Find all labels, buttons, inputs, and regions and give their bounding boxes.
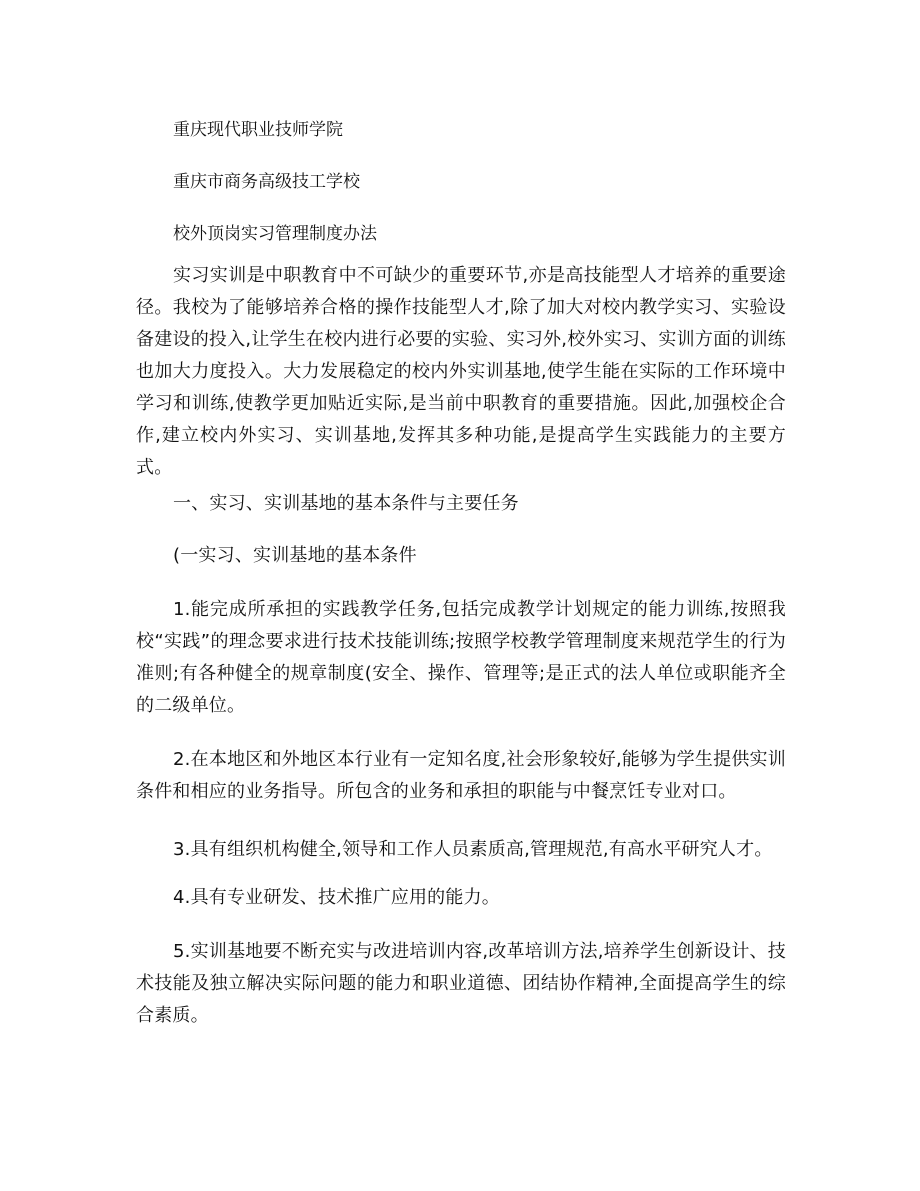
condition-item-4: 4.具有专业研发、技术推广应用的能力。 <box>173 887 500 908</box>
section-1-heading: 一、实习、实训基地的基本条件与主要任务 <box>173 493 519 514</box>
condition-item-2: 2.在本地区和外地区本行业有一定知名度,社会形象较好,能够为学生提供实训条件和相应的业务指导。所包含的业务和承担的职能与中餐烹饪专业对口。 <box>136 749 786 802</box>
organization-name-1: 重庆现代职业技师学院 <box>173 120 343 140</box>
organization-name-2: 重庆市商务高级技工学校 <box>173 172 360 192</box>
intro-paragraph: 实习实训是中职教育中不可缺少的重要环节,亦是高技能型人才培养的重要途径。我校为了能够培养合格的操作技能型人才,除了加大对校内教学实习、实验设备建设的投入,让学生在校内进行必要的实验、实习外,校外实习、实训方面的训练也加大力度投入。大力发展稳定的校内外实训基地,使学生能在实际的工作环境中学习和训练,使教学更加贴近实际,是当前中职教育的重要措施。因此,加强校企合作,建立校内外实习、实训基地,发挥其多种功能,是提高学生实践能力的主要方式。 <box>136 265 786 478</box>
condition-item-3: 3.具有组织机构健全,领导和工作人员素质高,管理规范,有高水平研究人才。 <box>173 839 773 860</box>
condition-item-5: 5.实训基地要不断充实与改进培训内容,改革培训方法,培养学生创新设计、技术技能及独立解决实际问题的能力和职业道德、团结协作精神,全面提高学生的综合素质。 <box>136 941 786 1026</box>
subsection-1-heading: (一实习、实训基地的基本条件 <box>173 545 417 566</box>
condition-item-1: 1.能完成所承担的实践教学任务,包括完成教学计划规定的能力训练,按照我校“实践”的理念要求进行技术技能训练;按照学校教学管理制度来规范学生的行为准则;有各种健全的规章制度(安全、操作、管理等;是正式的法人单位或职能齐全的二级单位。 <box>136 599 786 716</box>
document-title: 校外顶岗实习管理制度办法 <box>173 224 377 244</box>
